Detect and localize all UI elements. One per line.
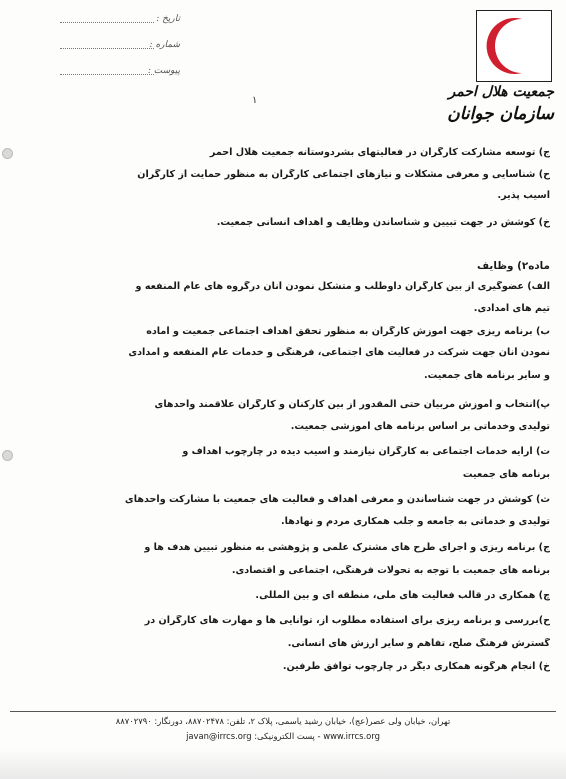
body-line: تیم های امدادی. <box>473 303 550 314</box>
body-line: ج) توسعه مشارکت کارگران در فعالیتهای بشردوستانه جمعیت هلال احمر <box>209 147 550 158</box>
date-field <box>60 14 180 26</box>
body-line: ث) کوشش در جهت شناساندن و معرفی اهداف و فعالیت های جمعیت با مشارکت واحدهای <box>124 494 550 505</box>
crescent-icon <box>477 11 551 81</box>
org-subtitle: سازمان جوانان <box>447 104 554 124</box>
number-label: شماره : <box>149 40 180 50</box>
attachment-label: پیوست : <box>147 66 180 76</box>
body-line: تولیدی و خدماتی به جامعه و جلب همکاری مردم و نهادها. <box>281 516 550 527</box>
body-line: ت) ارایه خدمات اجتماعی به کارگران نیازمند و آسیب دیده در چارچوب اهداف و <box>182 446 550 457</box>
punch-hole <box>2 450 13 461</box>
body-line: برنامه های جمعیت با توجه به تحولات فرهنگی، اجتماعی و اقتصادی. <box>231 565 550 576</box>
org-name: جمعیت هلال احمر <box>448 84 554 100</box>
footer-divider <box>10 711 556 712</box>
body-line: خ) کوشش در جهت تبیین و شناساندن وظایف و اهداف انسانی جمعیت. <box>216 217 550 228</box>
body-line: ح)بررسی و برنامه ریزی برای استفاده مطلوب از، توانایی ها و مهارت های کارگران در <box>144 615 550 626</box>
body-line: پ)انتخاب و آموزش مربیان حتی المقدور از بین کارکنان و کارگران علاقمند واحدهای <box>154 399 550 410</box>
attachment-field <box>60 66 180 78</box>
red-crescent-logo <box>476 10 552 82</box>
body-line: خ) انجام هرگونه همکاری دیگر در چارچوب توافق طرفین. <box>282 661 550 672</box>
date-label: تاریخ : <box>156 14 180 24</box>
section-heading: ماده۲) وظایف <box>477 260 550 272</box>
body-line: ح) شناسایی و معرفی مشکلات و نیازهای اجتماعی کارگران به منظور حمایت از کارگران <box>137 169 550 180</box>
footer-contact: www.irrcs.org - پست الکترونیکی: javan@irrcs.org <box>186 731 380 741</box>
body-line: چ) همکاری در قالب فعالیت های ملی، منطقه ای و بین المللی. <box>255 590 550 601</box>
date-line <box>60 22 154 23</box>
body-line: الف) عضوگیری از بین کارگران داوطلب و متشکل نمودن آنان درگروه های عام المنفعه و <box>135 281 550 292</box>
body-line: تولیدی وخدماتی بر اساس برنامه های آموزشی جمعیت. <box>290 421 550 432</box>
body-line: و سایر برنامه های جمعیت. <box>424 370 550 381</box>
body-line: ب) برنامه ریزی جهت آموزش کارگران به منظور تحقق اهداف اجتماعی جمعیت و آماده <box>146 326 550 337</box>
attachment-line <box>60 74 154 75</box>
punch-hole <box>2 148 13 159</box>
body-line: آسیب پذیر. <box>497 190 550 201</box>
body-line: ج) برنامه ریزی و اجرای طرح های مشترک علمی و پژوهشی به منظور تبیین هدف ها و <box>144 542 550 553</box>
number-line <box>60 48 154 49</box>
footer-address: تهران، خیابان ولی عصر(عج)، خیابان رشید یاسمی، پلاک ۲، تلفن: ۸۸۷۰۲۴۷۸، دورنگار: ۸۸۷۰۲۷۹۰ <box>115 716 451 726</box>
body-line: نمودن آنان جهت شرکت در فعالیت های اجتماعی، فرهنگی و خدمات عام المنفعه و امدادی <box>128 347 550 358</box>
body-line: برنامه های جمعیت <box>462 469 550 480</box>
number-field <box>60 40 180 52</box>
page-number: ۱ <box>252 95 258 106</box>
scan-shadow <box>0 748 566 779</box>
body-line: گسترش فرهنگ صلح، تفاهم و سایر ارزش های انسانی. <box>287 638 550 649</box>
